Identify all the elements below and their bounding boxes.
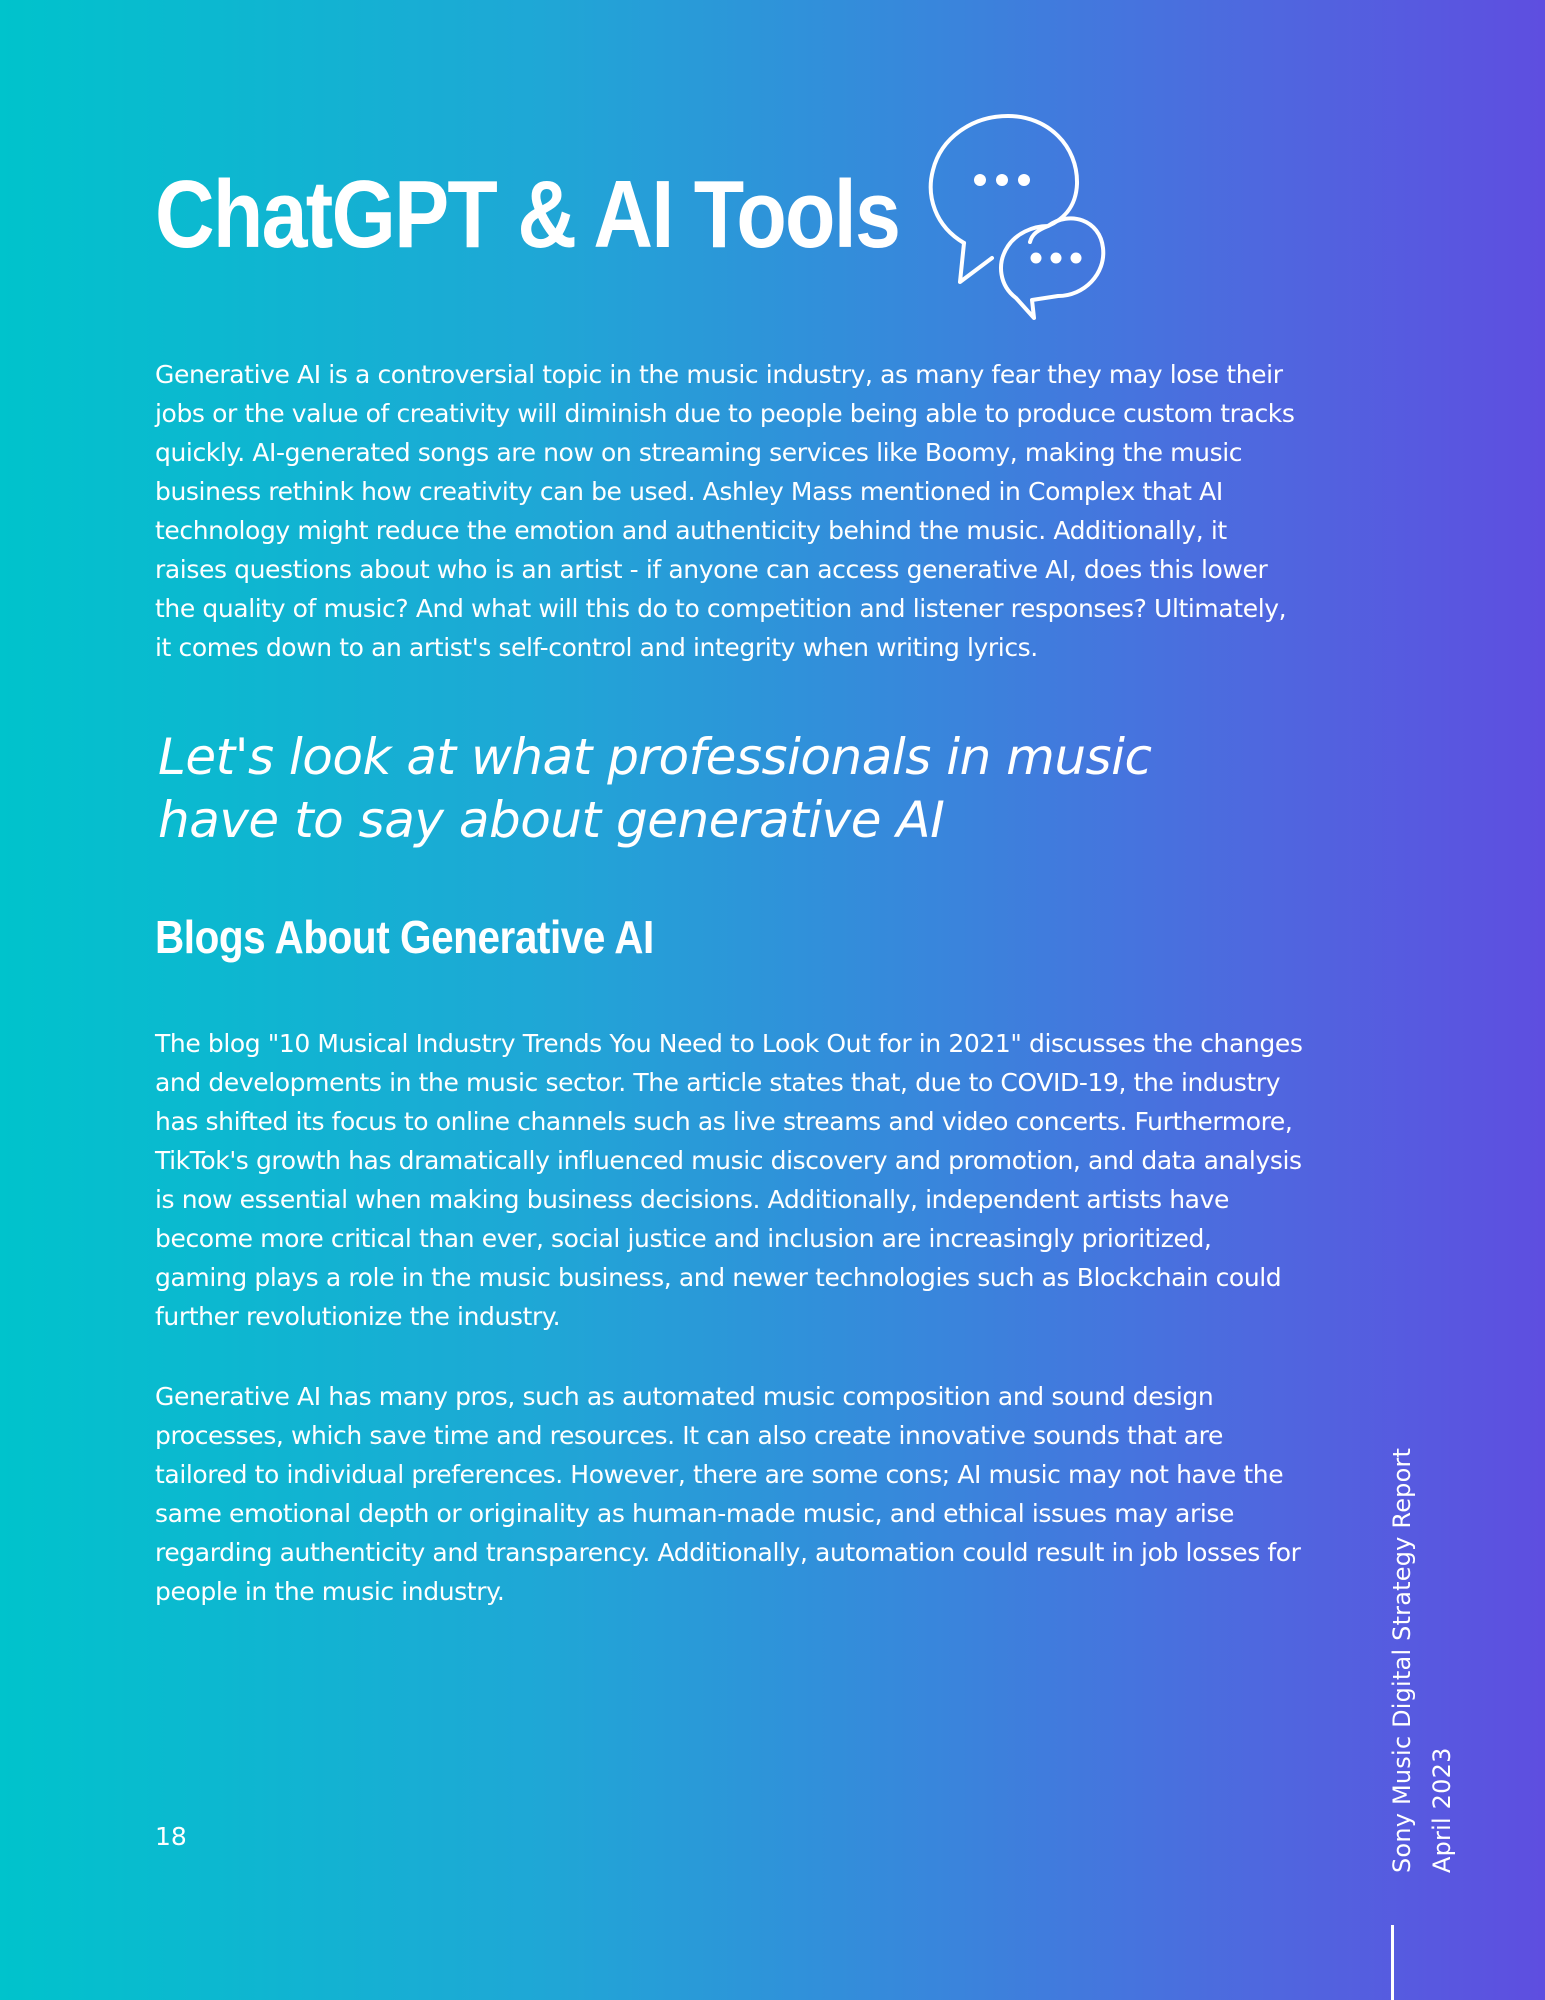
blog-paragraph-2: Generative AI has many pros, such as automated music composition and sound design processes, which save time and resources. It can also create innovative sounds that are tailored to individual preferences. However, there are some cons; AI music may not have the same emotional depth or originality as human-made music, and ethical issues may arise regarding authenticity and transparency. Additionally, automation could result in job losses for people in the music industry.	[155, 1382, 1301, 1606]
blog-paragraph-1: The blog "10 Musical Industry Trends You Need to Look Out for in 2021" discusses the changes and developments in the music sector. The article states that, due to COVID-19, the industry has shifted its focus to online channels such as live streams and video concerts. Furthermore, TikTok's growth has dramatically influenced music discovery and promotion, and data analysis is now essential when making business decisions. Additionally, independent artists have become more critical than ever, social justice and inclusion are increasingly prioritized, gaming plays a role in the music business, and newer technologies such as Blockchain could further revolutionize the industry.	[155, 1029, 1303, 1331]
pull-quote: Let's look at what professionals in music have to say about generative AI	[158, 728, 1152, 849]
report-date: April 2023	[1428, 1747, 1456, 1873]
page-title: ChatGPT & AI Tools	[155, 161, 900, 268]
page-number: 18	[155, 1822, 187, 1851]
sidebar-report-info	[1382, 1448, 1462, 1873]
side-divider-line	[1391, 1925, 1394, 2000]
intro-paragraph: Generative AI is a controversial topic in the music industry, as many fear they may lose their jobs or the value of creativity will diminish due to people being able to produce custom tracks quickly. AI-generated songs are now on streaming services like Boomy, making the music business rethink how creativity can be used. Ashley Mass mentioned in Complex that AI technology might reduce the emotion and authenticity behind the music. Additionally, it raises questions about who is an artist - if anyone can access generative AI, does this lower the quality of music? And what will this do to competition and listener responses? Ultimately, it comes down to an artist's self-control and integrity when writing lyrics.	[155, 360, 1295, 662]
chat-bubbles-icon	[920, 108, 1110, 328]
report-title: Sony Music Digital Strategy Report	[1388, 1447, 1416, 1873]
section-heading: Blogs About Generative AI	[155, 911, 654, 963]
